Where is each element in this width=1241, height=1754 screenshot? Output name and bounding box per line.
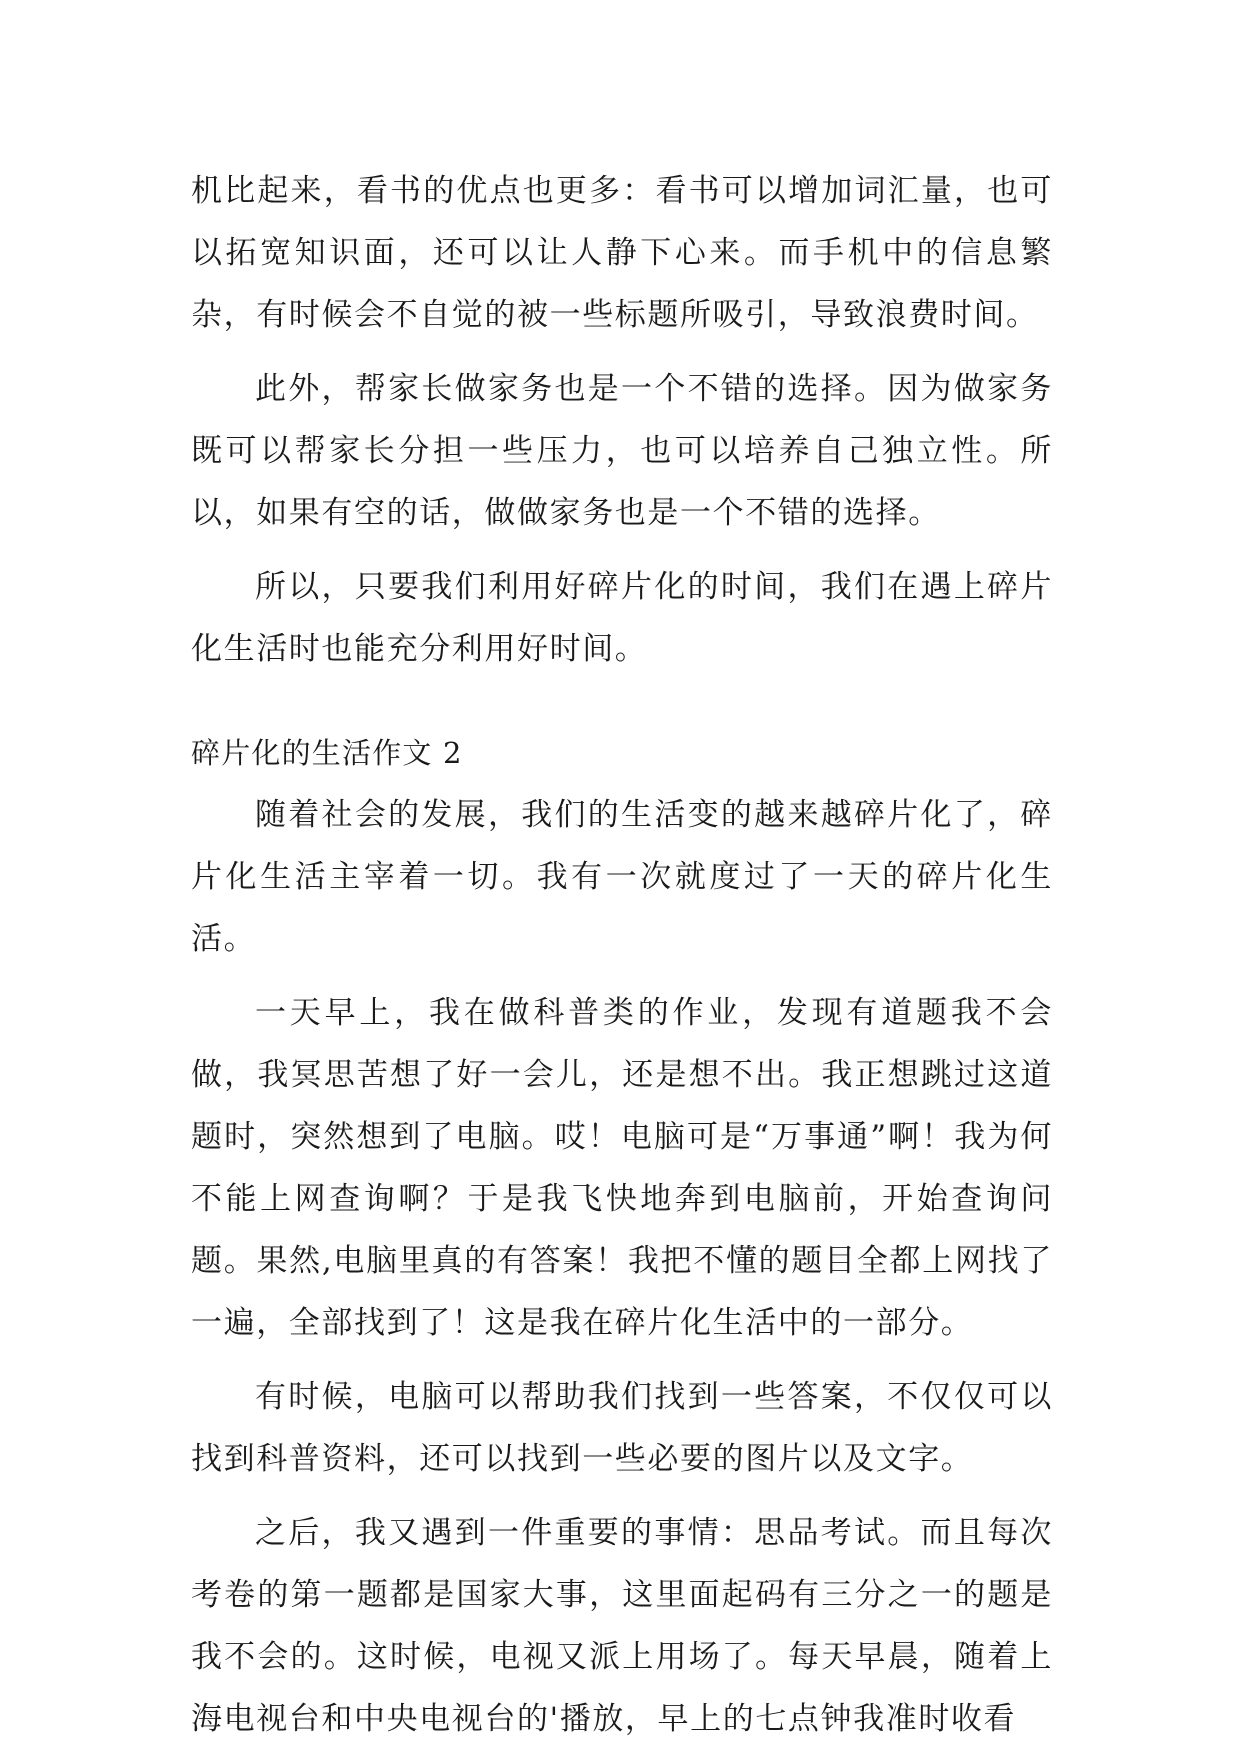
document-body — [191, 160, 1053, 1750]
paragraph — [191, 982, 1053, 1354]
paragraph-text: 有时候，电脑可以帮助我们找到一些答案，不仅仅可以找到科普资料，还可以找到一些必要的图片以及文字。 — [191, 1379, 1053, 1477]
paragraph — [191, 1502, 1053, 1750]
essay-part-1 — [191, 160, 1053, 680]
paragraph — [191, 556, 1053, 680]
paragraph — [191, 160, 1053, 346]
essay-title: 碎片化的生活作文 2 — [191, 736, 463, 770]
paragraph-text: 之后，我又遇到一件重要的事情：思品考试。而且每次考卷的第一题都是国家大事，这里面起码有三分之一的题是我不会的。这时候，电视又派上用场了。每天早晨，随着上海电视台和中央电视台的'播放，早上的七点钟我准时收看 — [191, 1515, 1053, 1737]
paragraph-text: 机比起来，看书的优点也更多：看书可以增加词汇量，也可以拓宽知识面，还可以让人静下心来。而手机中的信息繁杂，有时候会不自觉的被一些标题所吸引，导致浪费时间。 — [191, 173, 1053, 333]
paragraph-text: 此外，帮家长做家务也是一个不错的选择。因为做家务既可以帮家长分担一些压力，也可以培养自己独立性。所以，如果有空的话，做做家务也是一个不错的选择。 — [191, 371, 1053, 531]
paragraph-text: 所以，只要我们利用好碎片化的时间，我们在遇上碎片化生活时也能充分利用好时间。 — [191, 569, 1053, 667]
paragraph-text: 随着社会的发展，我们的生活变的越来越碎片化了，碎片化生活主宰着一切。我有一次就度过了一天的碎片化生活。 — [191, 797, 1053, 957]
paragraph-text: 一天早上，我在做科普类的作业，发现有道题我不会做，我冥思苦想了好一会儿，还是想不出。我正想跳过这道题时，突然想到了电脑。哎！电脑可是“万事通”啊！我为何不能上网查询啊？于是我飞快地奔到电脑前，开始查询问题。果然,电脑里真的有答案！我把不懂的题目全都上网找了一遍，全部找到了！这是我在碎片化生活中的一部分。 — [191, 995, 1053, 1341]
paragraph — [191, 358, 1053, 544]
paragraph — [191, 1366, 1053, 1490]
essay-part-2 — [191, 722, 1053, 1750]
paragraph — [191, 784, 1053, 970]
